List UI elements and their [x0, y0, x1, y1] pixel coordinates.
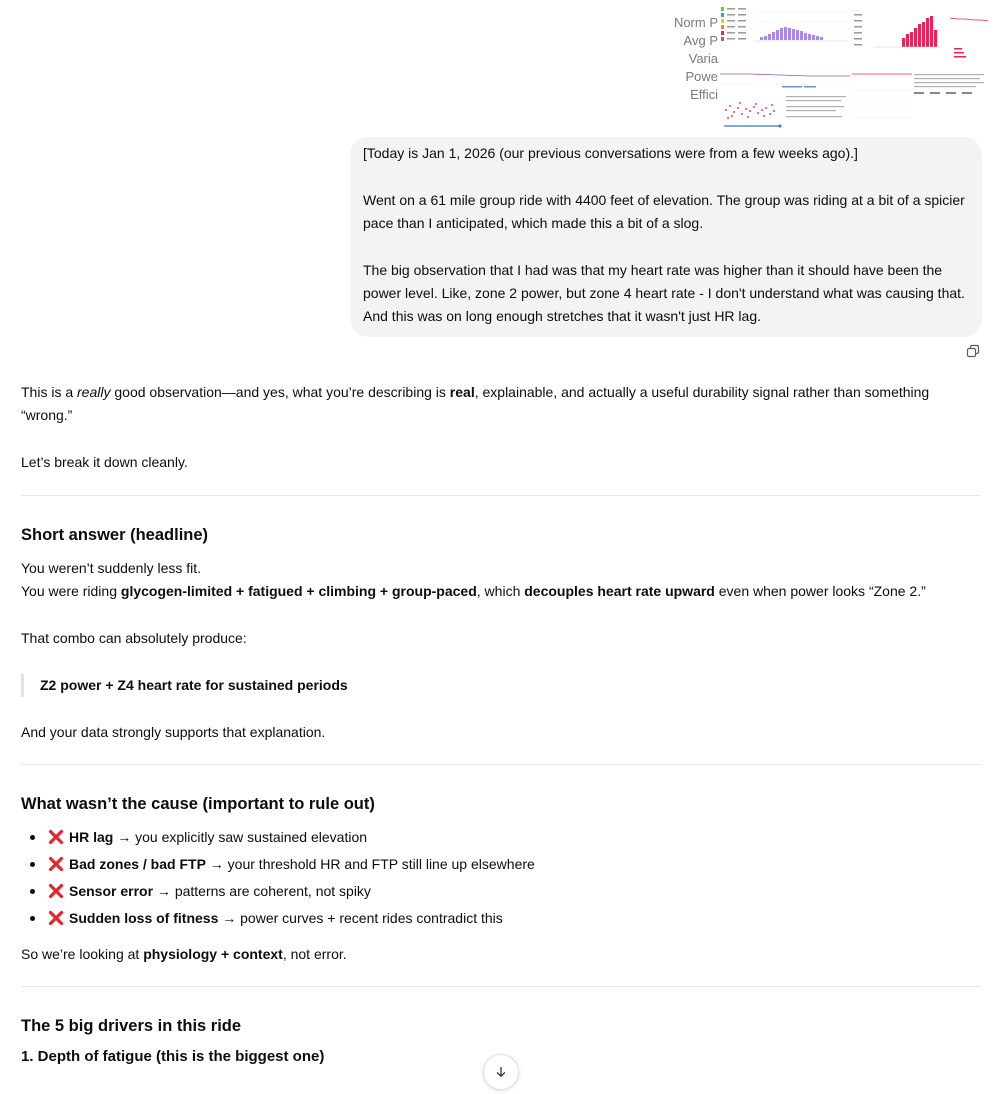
intro-paragraph: This is a really good observation—and yes, what you’re describing is real, explainable, and actually a useful durability signal rather than something “wrong.” [21, 384, 930, 423]
short-answer-line2: You were riding glycogen-limited + fatigued + climbing + group-paced, which decouples heart rate upward even when power looks “Zone 2.” [21, 583, 926, 599]
cross-mark-icon [48, 856, 64, 872]
attachment-image-hr-histogram[interactable] [852, 4, 944, 68]
section-heading-drivers: The 5 big drivers in this ride [21, 1017, 242, 1035]
list-item: Sensor error → patterns are coherent, not spiky [21, 878, 981, 905]
section-heading-short-answer: Short answer (headline) [21, 526, 209, 544]
breakdown-text: Let’s break it down cleanly. [21, 454, 188, 470]
support-text: And your data strongly supports that explanation. [21, 724, 326, 740]
section-heading-not-cause: What wasn’t the cause (important to rule out) [21, 795, 375, 813]
attachment-image-line[interactable] [852, 70, 912, 130]
subheading-depth-of-fatigue: 1. Depth of fatigue (this is the biggest one) [21, 1048, 325, 1065]
list-item: Sudden loss of fitness → power curves + recent rides contradict this [21, 905, 981, 932]
attachment-image-scatter[interactable] [720, 70, 850, 130]
attachment-image-legend[interactable] [948, 4, 988, 68]
assistant-message [21, 381, 981, 1068]
user-message-paragraph: [Today is Jan 1, 2026 (our previous conversations were from a few weeks ago).] [363, 145, 858, 161]
blockquote: Z2 power + Z4 heart rate for sustained periods [21, 674, 981, 697]
cross-mark-icon [48, 883, 64, 899]
list-item: Bad zones / bad FTP → your threshold HR and FTP still line up elsewhere [21, 851, 981, 878]
attachment-stat-labels: Norm P Avg P Varia Powe Effici [673, 15, 718, 102]
cross-mark-icon [48, 910, 64, 926]
list-item: HR lag → you explicitly saw sustained elevation [21, 824, 981, 851]
not-cause-list [21, 824, 981, 932]
copy-icon[interactable] [966, 342, 980, 356]
conclusion-text: So we’re looking at physiology + context, not error. [21, 946, 347, 962]
cross-mark-icon [48, 829, 64, 845]
user-message-paragraph: Went on a 61 mile group ride with 4400 feet of elevation. The group was riding at a bit of a spicier pace than I anticipated, which made this a bit of a slog. [363, 192, 965, 231]
attachment-image-text[interactable] [912, 70, 988, 130]
scroll-to-bottom-button[interactable] [483, 1054, 519, 1090]
attachment-image-zones[interactable] [720, 4, 850, 68]
combo-text: That combo can absolutely produce: [21, 630, 247, 646]
attachment-thumbnails [0, 0, 994, 132]
user-message-paragraph: The big observation that I had was that my heart rate was higher than it should have been the power level. Like, zone 2 power, but zone 4 heart rate - I don't understand what was causing that. And this was on long enough stretches that it wasn't just HR lag. [363, 262, 965, 324]
user-message-bubble [350, 137, 982, 337]
arrow-down-icon [495, 1066, 507, 1078]
short-answer-line1: You weren’t suddenly less fit. [21, 560, 202, 576]
